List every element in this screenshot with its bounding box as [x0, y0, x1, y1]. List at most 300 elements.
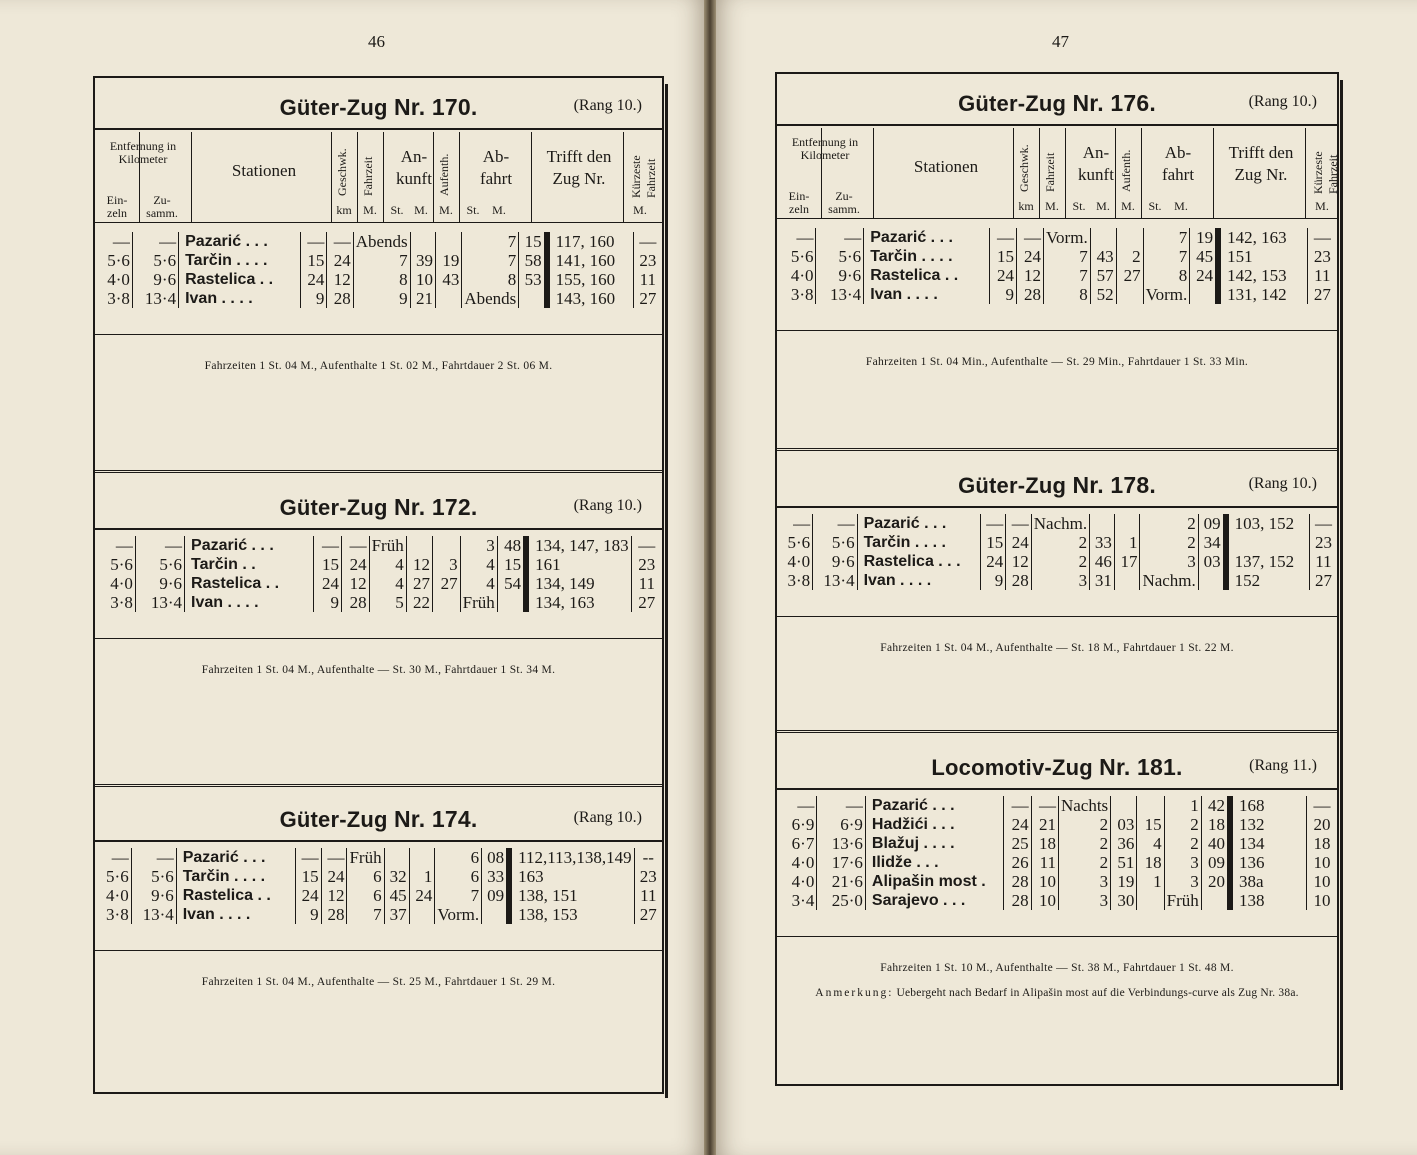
cell-speed: 24	[314, 574, 342, 593]
cell-shortest: —	[1313, 228, 1331, 247]
cell-km-single: 5·6	[95, 555, 135, 574]
header-km-unit: km	[336, 203, 352, 217]
cell-dep-min	[1190, 285, 1218, 304]
cell-runtime: 24	[341, 555, 369, 574]
cell-km-single: 4·0	[95, 574, 135, 593]
header-divider-5	[1115, 128, 1116, 218]
cell-shortest: —	[1313, 796, 1331, 815]
cell-km-single: 5·6	[777, 533, 813, 552]
header-arr-min: M.	[1096, 199, 1110, 213]
cell-shortest: 27	[639, 289, 657, 308]
cell-shortest: 10	[1313, 872, 1331, 891]
cell-km-single: 4·0	[777, 853, 817, 872]
cell-station: Rastelica . .	[185, 574, 314, 593]
header-divider-1	[191, 132, 192, 222]
cell-connects: 142, 163	[1218, 228, 1307, 247]
cell-shortest: —	[638, 536, 656, 555]
cell-dep-min: 15	[519, 232, 547, 251]
cell-dep-min: 58	[519, 251, 547, 270]
cell-runtime: 12	[341, 574, 369, 593]
cell-stop: 3	[433, 555, 461, 574]
cell-connects: 141, 160	[547, 251, 634, 270]
header-stop-min: M.	[1121, 199, 1135, 213]
timetable	[95, 848, 662, 924]
cell-km-cumulative: 9·6	[813, 552, 857, 571]
cell-station: Pazarić . . .	[857, 514, 980, 533]
cell-km-cumulative: 5·6	[816, 247, 864, 266]
cell-shortest: 11	[1315, 552, 1332, 571]
train-type: Güter-Zug	[279, 495, 388, 520]
cell-runtime: 12	[1016, 266, 1043, 285]
cell-stop: 15	[1137, 815, 1164, 834]
table-row	[777, 891, 1337, 910]
table-row	[777, 228, 1337, 247]
title-rule	[777, 506, 1337, 508]
cell-speed: 15	[301, 251, 327, 270]
header-runtime: Fahrzeit	[361, 156, 375, 196]
cell-dep-min: 24	[1190, 266, 1218, 285]
cell-arr-hour: Früh	[347, 848, 384, 867]
cell-stop: 2	[1116, 247, 1143, 266]
cell-runtime: —	[1006, 514, 1032, 533]
cell-shortest: 23	[1314, 533, 1332, 552]
cell-connects: 38a	[1230, 872, 1307, 891]
cell-speed: 25	[1004, 834, 1031, 853]
table-row	[777, 815, 1337, 834]
cell-connects: 155, 160	[547, 270, 634, 289]
cell-speed: 24	[990, 266, 1017, 285]
cell-km-cumulative: —	[813, 514, 857, 533]
cell-arr-hour: 6	[347, 886, 384, 905]
title-rule	[777, 788, 1337, 790]
table-bottom-rule	[95, 950, 662, 951]
train-number: Nr. 178.	[1072, 472, 1156, 498]
table-row	[777, 872, 1337, 891]
page-number-right: 47	[1052, 32, 1069, 51]
cell-km-single: 3·4	[777, 891, 817, 910]
cell-runtime: 12	[327, 270, 353, 289]
cell-connects: 152	[1226, 571, 1310, 590]
cell-shortest: 27	[1314, 571, 1332, 590]
cell-arr-min: 03	[1111, 815, 1137, 834]
cell-shortest: 23	[639, 251, 657, 270]
cell-runtime: 18	[1031, 834, 1058, 853]
table-bottom-rule	[95, 334, 662, 335]
cell-shortest: 27	[638, 593, 656, 612]
cell-station: Ivan . . . .	[185, 593, 314, 612]
train-note	[777, 986, 1337, 1000]
header-shortest-runtime: Kürzeste Fahrzeit	[629, 155, 658, 198]
cell-connects: 143, 160	[547, 289, 634, 308]
cell-shortest: 23	[639, 867, 657, 886]
cell-station: Ilidže . . .	[865, 853, 1003, 872]
cell-dep-min: 18	[1201, 815, 1230, 834]
cell-shortest: 20	[1313, 815, 1331, 834]
cell-connects: 163	[509, 867, 634, 886]
timetable	[777, 514, 1337, 590]
train-summary: Fahrzeiten 1 St. 04 M., Aufenthalte — St. 30 M., Fahrtdauer 1 St. 34 M.	[201, 664, 556, 676]
header-shortest-runtime: Kürzeste Fahrzeit	[1311, 151, 1340, 194]
cell-dep-hour: Abends	[462, 289, 519, 308]
table-row	[95, 270, 662, 289]
cell-arr-hour: Vorm.	[1043, 228, 1090, 247]
cell-runtime: —	[321, 848, 347, 867]
header-distance-label: Entfernung in Kilometer	[109, 139, 177, 166]
cell-runtime: —	[341, 536, 369, 555]
train-summary: Fahrzeiten 1 St. 10 M., Aufenthalte — St. 38 M., Fahrtdauer 1 St. 48 M.	[880, 962, 1234, 974]
table-row	[777, 552, 1337, 571]
train-type: Güter-Zug	[279, 95, 388, 120]
cell-km-cumulative: 25·0	[817, 891, 866, 910]
cell-km-single: 6·7	[777, 834, 817, 853]
cell-stop	[433, 593, 461, 612]
cell-km-cumulative: 17·6	[817, 853, 866, 872]
table-bottom-rule	[95, 638, 662, 639]
cell-dep-hour: 7	[462, 251, 519, 270]
table-row	[95, 289, 662, 308]
cell-connects: 161	[526, 555, 631, 574]
cell-arr-hour: 7	[1043, 247, 1090, 266]
cell-stop: 27	[1116, 266, 1143, 285]
cell-km-cumulative: 5·6	[131, 867, 176, 886]
table-bottom-rule	[777, 616, 1337, 617]
cell-speed: 24	[1004, 815, 1031, 834]
cell-connects: 134, 163	[526, 593, 631, 612]
cell-arr-hour: 7	[353, 251, 410, 270]
train-number: Nr. 172.	[394, 494, 478, 520]
cell-arr-min: 46	[1090, 552, 1115, 571]
cell-arr-min: 39	[410, 251, 435, 270]
cell-station: Hadžići . . .	[865, 815, 1003, 834]
table-row	[95, 905, 662, 924]
cell-speed: —	[295, 848, 321, 867]
table-row	[777, 796, 1337, 815]
cell-arr-hour: 3	[1031, 571, 1089, 590]
cell-station: Pazarić . . .	[865, 796, 1003, 815]
cell-station: Ivan . . . .	[857, 571, 980, 590]
train-type: Güter-Zug	[279, 807, 388, 832]
timetable	[95, 232, 662, 308]
cell-km-single: 4·0	[777, 266, 816, 285]
cell-station: Sarajevo . . .	[865, 891, 1003, 910]
cell-speed: 24	[301, 270, 327, 289]
header-arrival: An-kunft	[396, 147, 432, 188]
cell-km-single: —	[777, 514, 813, 533]
table-row	[777, 834, 1337, 853]
cell-km-single: —	[777, 228, 816, 247]
cell-arr-min: 52	[1090, 285, 1116, 304]
cell-arr-hour: 5	[369, 593, 406, 612]
table-row	[95, 886, 662, 905]
cell-km-cumulative: 13·4	[132, 289, 178, 308]
cell-arr-hour: 2	[1058, 834, 1110, 853]
train-summary: Fahrzeiten 1 St. 04 M., Aufenthalte — St. 25 M., Fahrtdauer 1 St. 29 M.	[201, 976, 556, 988]
train-number: Nr. 181.	[1099, 754, 1183, 780]
cell-runtime: 10	[1031, 872, 1058, 891]
cell-arr-min	[406, 536, 432, 555]
cell-station: Tarčin . . . .	[179, 251, 301, 270]
cell-station: Rastelica . . .	[857, 552, 980, 571]
header-departure: Ab-fahrt	[479, 147, 513, 188]
cell-dep-hour: 8	[462, 270, 519, 289]
header-connects-train: Trifft den Zug Nr.	[1228, 143, 1294, 184]
train-type: Güter-Zug	[958, 473, 1067, 498]
cell-dep-hour: 3	[460, 536, 497, 555]
note-label: Anmerkung:	[815, 987, 894, 999]
cell-arr-hour: Nachm.	[1031, 514, 1089, 533]
cell-dep-min	[497, 593, 526, 612]
header-divider-6	[1141, 128, 1142, 218]
cell-stop	[409, 848, 435, 867]
cell-arr-hour: 7	[347, 905, 384, 924]
train-rank: (Rang 10.)	[573, 497, 642, 514]
cell-km-cumulative: —	[135, 536, 184, 555]
note-text: Uebergeht nach Bedarf in Alipašin most auf die Verbindungs-curve als Zug Nr. 38a.	[896, 987, 1299, 999]
cell-km-cumulative: 13·4	[816, 285, 864, 304]
cell-arr-hour: 2	[1058, 853, 1110, 872]
column-header	[777, 128, 1340, 218]
header-divider-3	[357, 132, 358, 222]
cell-km-single: —	[95, 536, 135, 555]
cell-stop: 4	[1137, 834, 1164, 853]
cell-dep-hour: 6	[435, 867, 482, 886]
cell-runtime: 24	[327, 251, 353, 270]
train-rank: (Rang 10.)	[573, 97, 642, 114]
cell-arr-min: 12	[406, 555, 432, 574]
cell-shortest: 10	[1313, 891, 1331, 910]
cell-arr-min: 31	[1090, 571, 1115, 590]
cell-shortest: 23	[638, 555, 656, 574]
cell-speed: —	[990, 228, 1017, 247]
cell-connects: 136	[1230, 853, 1307, 872]
cell-speed: 15	[990, 247, 1017, 266]
cell-arr-hour: 2	[1031, 533, 1089, 552]
cell-speed: 15	[295, 867, 321, 886]
cell-stop: 1	[409, 867, 435, 886]
cell-speed: 28	[1004, 872, 1031, 891]
table-bottom-rule	[777, 936, 1337, 937]
cell-connects: 134, 149	[526, 574, 631, 593]
cell-stop: 1	[1114, 533, 1140, 552]
header-divider-4	[383, 132, 384, 222]
cell-dep-min: 19	[1190, 228, 1218, 247]
cell-arr-hour: 4	[369, 574, 406, 593]
cell-km-single: 4·0	[95, 270, 132, 289]
cell-speed: —	[314, 536, 342, 555]
table-row	[95, 848, 662, 867]
header-stations: Stationen	[913, 157, 979, 176]
cell-km-cumulative: 9·6	[135, 574, 184, 593]
header-divider-0	[821, 128, 822, 218]
title-rule	[95, 528, 662, 530]
header-divider-7	[531, 132, 532, 222]
cell-km-single: —	[777, 796, 817, 815]
cell-dep-min	[519, 289, 547, 308]
cell-speed: 9	[990, 285, 1017, 304]
cell-runtime: 28	[1016, 285, 1043, 304]
header-arrival: An-kunft	[1078, 143, 1114, 184]
cell-shortest: 18	[1313, 834, 1331, 853]
cell-shortest: 11	[638, 574, 655, 593]
cell-runtime: 12	[321, 886, 347, 905]
cell-speed: 28	[1004, 891, 1031, 910]
cell-km-cumulative: 13·4	[813, 571, 857, 590]
header-min-unit: M.	[1045, 199, 1059, 213]
cell-station: Ivan . . . .	[176, 905, 295, 924]
cell-arr-hour: 8	[1043, 285, 1090, 304]
train-number: Nr. 170.	[394, 94, 478, 120]
header-stop-min: M.	[439, 203, 453, 217]
cell-runtime: —	[327, 232, 353, 251]
title-rule	[95, 840, 662, 842]
cell-runtime: 11	[1031, 853, 1058, 872]
timetable	[777, 228, 1337, 304]
table-row	[95, 867, 662, 886]
timetable	[95, 536, 662, 612]
cell-runtime: —	[1031, 796, 1058, 815]
cell-arr-min: 36	[1111, 834, 1137, 853]
cell-shortest: 10	[1313, 853, 1331, 872]
cell-km-single: 4·0	[777, 552, 813, 571]
header-arr-hour: St.	[1072, 199, 1086, 213]
header-divider-4	[1065, 128, 1066, 218]
header-speed: Geschwk.	[1017, 144, 1031, 192]
cell-dep-min: 53	[519, 270, 547, 289]
cell-connects: 117, 160	[547, 232, 634, 251]
cell-speed: 9	[301, 289, 327, 308]
cell-arr-hour: 6	[347, 867, 384, 886]
cell-station: Pazarić . . .	[176, 848, 295, 867]
section-separator	[777, 730, 1337, 733]
table-row	[777, 285, 1337, 304]
train-type: Güter-Zug	[958, 91, 1067, 116]
cell-dep-hour: 2	[1140, 514, 1198, 533]
cell-km-single: 5·6	[777, 247, 816, 266]
cell-dep-hour: 1	[1164, 796, 1201, 815]
cell-km-cumulative: —	[131, 848, 176, 867]
cell-km-cumulative: —	[816, 228, 864, 247]
cell-speed: 9	[314, 593, 342, 612]
cell-connects: 168	[1230, 796, 1307, 815]
cell-speed: 15	[314, 555, 342, 574]
cell-dep-hour: 7	[1143, 247, 1190, 266]
cell-dep-min: 54	[497, 574, 526, 593]
cell-connects: 137, 152	[1226, 552, 1310, 571]
cell-shortest: —	[1314, 514, 1332, 533]
cell-km-cumulative: 5·6	[813, 533, 857, 552]
cell-dep-min: 42	[1201, 796, 1230, 815]
cell-connects: 138, 153	[509, 905, 634, 924]
cell-shortest: --	[642, 848, 654, 867]
cell-runtime: 28	[327, 289, 353, 308]
cell-speed: —	[1004, 796, 1031, 815]
table-row	[95, 593, 662, 612]
cell-station: Tarčin . .	[185, 555, 314, 574]
header-cumulative-km: Zu-samm.	[828, 189, 860, 216]
section-separator	[777, 448, 1337, 451]
cell-dep-hour: Vorm.	[435, 905, 482, 924]
cell-speed: —	[301, 232, 327, 251]
cell-dep-min: 15	[497, 555, 526, 574]
cell-stop: 18	[1137, 853, 1164, 872]
cell-arr-hour: 7	[1043, 266, 1090, 285]
cell-dep-hour: 7	[462, 232, 519, 251]
cell-arr-min: 37	[384, 905, 409, 924]
cell-runtime: 21	[1031, 815, 1058, 834]
cell-km-cumulative: 5·6	[132, 251, 178, 270]
page-number-left: 46	[368, 32, 385, 51]
cell-dep-hour: 3	[1164, 872, 1201, 891]
cell-km-cumulative: —	[817, 796, 866, 815]
header-divider-5	[433, 132, 434, 222]
cell-km-single: 6·9	[777, 815, 817, 834]
title-rule	[777, 124, 1337, 126]
train-rank: (Rang 10.)	[573, 809, 642, 826]
header-single-km: Ein-zeln	[106, 193, 128, 220]
header-divider-2	[331, 132, 332, 222]
train-number: Nr. 176.	[1072, 90, 1156, 116]
cell-dep-hour: 7	[435, 886, 482, 905]
cell-station: Alipašin most .	[865, 872, 1003, 891]
header-arr-min: M.	[414, 203, 428, 217]
cell-connects: 134	[1230, 834, 1307, 853]
cell-shortest: 11	[640, 886, 657, 905]
title-rule	[95, 128, 662, 130]
cell-runtime: 10	[1031, 891, 1058, 910]
cell-dep-hour: Früh	[1164, 891, 1201, 910]
cell-arr-min: 32	[384, 867, 409, 886]
cell-dep-min: 08	[482, 848, 509, 867]
cell-dep-hour: Früh	[460, 593, 497, 612]
train-rank: (Rang 10.)	[1248, 475, 1317, 492]
cell-km-single: 4·0	[95, 886, 131, 905]
header-distance-label: Entfernung in Kilometer	[791, 135, 859, 162]
header-speed: Geschwk.	[335, 148, 349, 196]
cell-dep-hour: 2	[1164, 815, 1201, 834]
header-cumulative-km: Zu-samm.	[146, 193, 178, 220]
cell-arr-min: 33	[1090, 533, 1115, 552]
cell-arr-hour: 8	[353, 270, 410, 289]
cell-speed: 24	[295, 886, 321, 905]
table-row	[95, 251, 662, 270]
cell-station: Pazarić . . .	[864, 228, 990, 247]
header-single-km: Ein-zeln	[788, 189, 810, 216]
header-runtime: Fahrzeit	[1043, 152, 1057, 192]
header-min-unit: M.	[363, 203, 377, 217]
cell-km-cumulative: 21·6	[817, 872, 866, 891]
table-row	[95, 574, 662, 593]
table-row	[95, 536, 662, 555]
cell-arr-hour: Nachts	[1058, 796, 1110, 815]
cell-runtime: —	[1016, 228, 1043, 247]
cell-stop: 1	[1137, 872, 1164, 891]
header-divider-7	[1213, 128, 1214, 218]
left-timetable-frame	[93, 76, 664, 1094]
cell-connects: 134, 147, 183	[526, 536, 631, 555]
cell-stop: 24	[409, 886, 435, 905]
cell-runtime: 12	[1006, 552, 1032, 571]
header-shortest-min: M.	[1315, 199, 1329, 213]
cell-stop	[1114, 514, 1140, 533]
cell-shortest: 27	[1313, 285, 1331, 304]
cell-km-single: 5·6	[95, 251, 132, 270]
cell-arr-min	[1090, 514, 1115, 533]
cell-connects: 103, 152	[1226, 514, 1310, 533]
cell-dep-min: 20	[1201, 872, 1230, 891]
train-summary: Fahrzeiten 1 St. 04 M., Aufenthalte 1 St. 02 M., Fahrtdauer 2 St. 06 M.	[204, 360, 553, 372]
cell-stop	[1114, 571, 1140, 590]
cell-arr-min: 51	[1111, 853, 1137, 872]
